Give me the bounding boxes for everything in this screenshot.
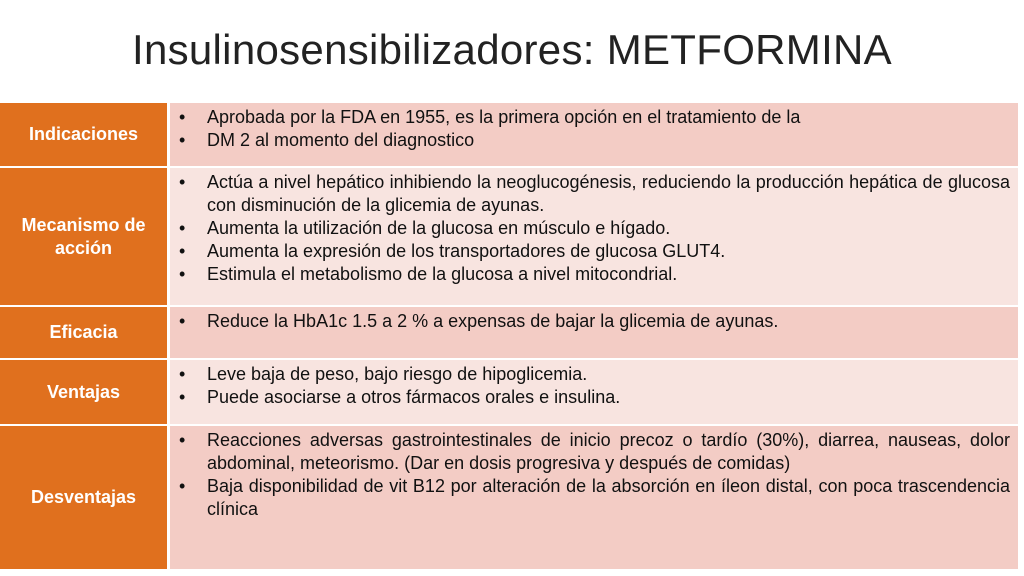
bullet-list	[170, 363, 1010, 409]
bullet-item: • DM 2 al momento del diagnostico	[170, 129, 1010, 152]
row-content-desventajas	[170, 426, 1018, 571]
bullet-list	[170, 429, 1010, 521]
row-content-ventajas	[170, 360, 1018, 426]
bullet-item: • Reacciones adversas gastrointestinales de inicio precoz o tardío (30%), diarrea, nauseas, dolor abdominal, meteorismo. (Dar en dosis progresiva y después de comidas)	[170, 429, 1010, 475]
row-content-mecanismo	[170, 168, 1018, 307]
bullet-item: • Reduce la HbA1c 1.5 a 2 % a expensas de bajar la glicemia de ayunas.	[170, 310, 1010, 333]
row-header-desventajas: Desventajas	[0, 426, 170, 571]
metformin-table	[0, 102, 1018, 571]
row-header-eficacia: Eficacia	[0, 307, 170, 360]
bullet-item: • Estimula el metabolismo de la glucosa a nivel mitocondrial.	[170, 263, 1010, 286]
bullet-item: • Leve baja de peso, bajo riesgo de hipoglicemia.	[170, 363, 1010, 386]
bullet-item: • Baja disponibilidad de vit B12 por alteración de la absorción en íleon distal, con poca trascendencia clínica	[170, 475, 1010, 521]
row-header-mecanismo: Mecanismo de acción	[0, 168, 170, 307]
bullet-item: • Aprobada por la FDA en 1955, es la primera opción en el tratamiento de la	[170, 106, 1010, 129]
bullet-item: • Puede asociarse a otros fármacos orales e insulina.	[170, 386, 1010, 409]
bullet-list	[170, 106, 1010, 152]
row-content-eficacia	[170, 307, 1018, 360]
bullet-item: • Aumenta la expresión de los transportadores de glucosa GLUT4.	[170, 240, 1010, 263]
bullet-item: • Aumenta la utilización de la glucosa en músculo e hígado.	[170, 217, 1010, 240]
bullet-list	[170, 171, 1010, 286]
row-header-indicaciones: Indicaciones	[0, 103, 170, 168]
bullet-list	[170, 310, 1010, 333]
row-header-ventajas: Ventajas	[0, 360, 170, 426]
bullet-item: • Actúa a nivel hepático inhibiendo la neoglucogénesis, reduciendo la producción hepática de glucosa con disminución de la glicemia de ayunas.	[170, 171, 1010, 217]
slide-title: Insulinosensibilizadores: METFORMINA	[131, 26, 893, 73]
row-content-indicaciones	[170, 103, 1018, 168]
